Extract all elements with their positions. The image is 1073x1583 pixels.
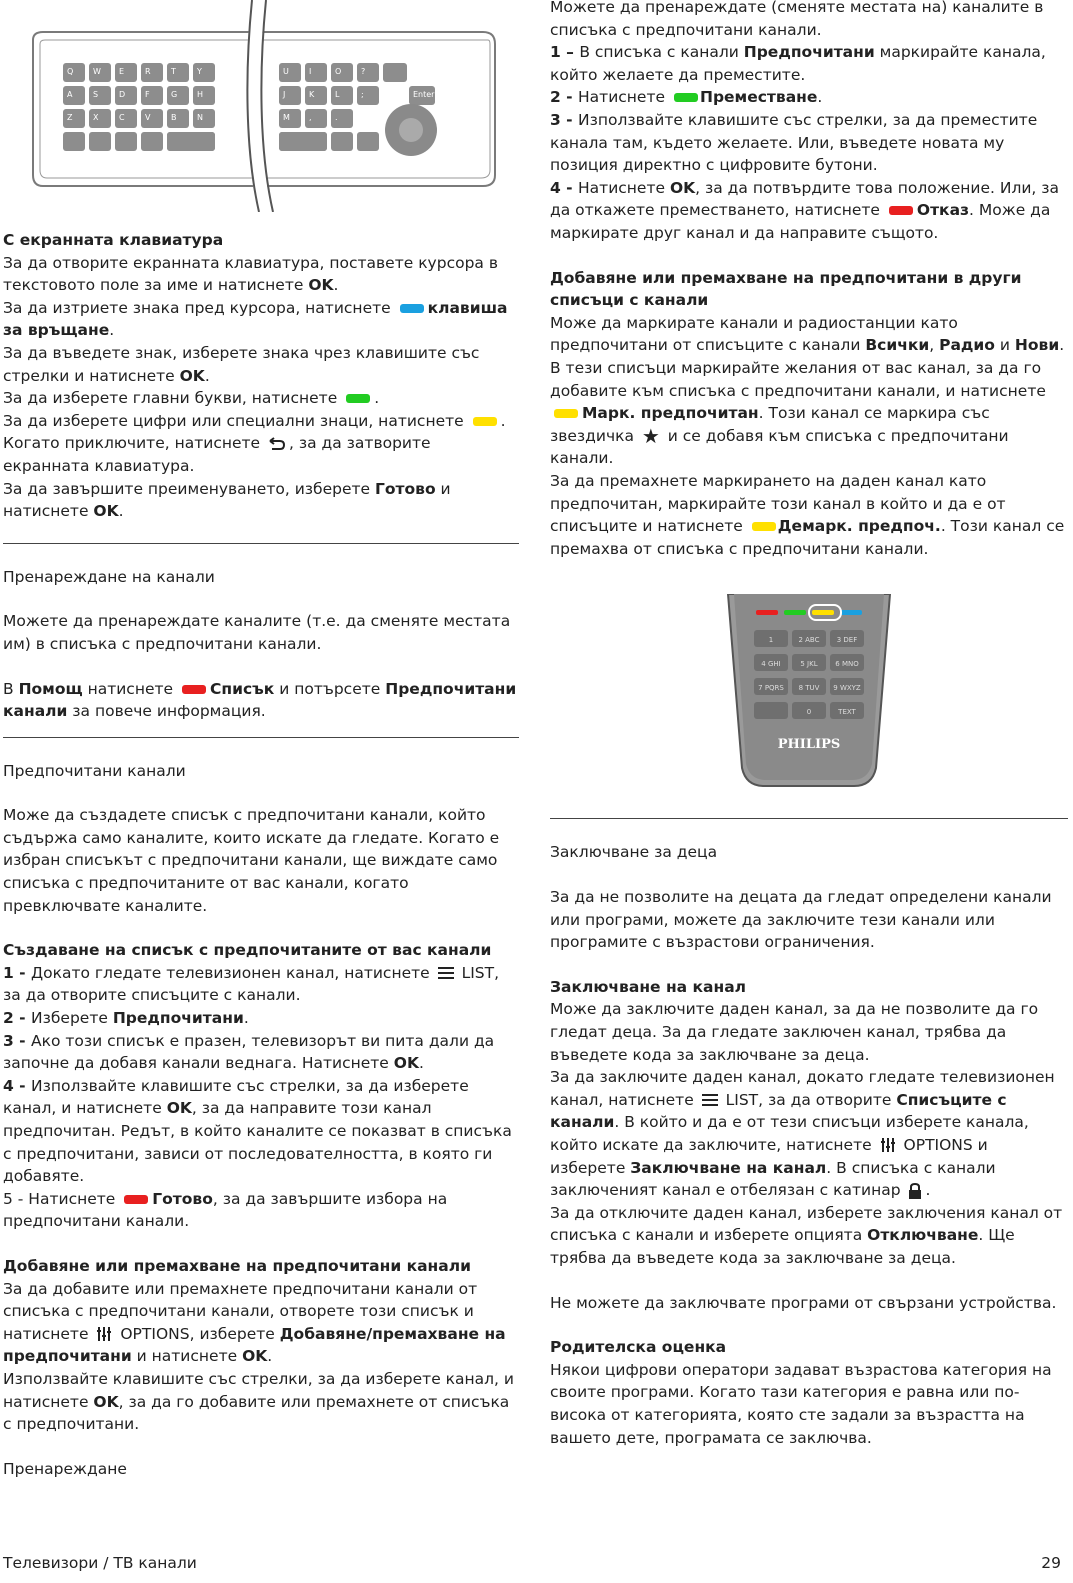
green-key-icon bbox=[674, 93, 698, 102]
keyboard-key bbox=[383, 63, 407, 82]
addrm-p1: За да добавите или премахнете предпочитани канали от списъка с предпочитани канали, отворете този списък и натиснете OPTIONS, изберете Добавяне/премахване на предпочитани и натиснете OK. bbox=[3, 1279, 506, 1366]
keyboard-key-label: Q bbox=[67, 67, 74, 76]
footer-left: Телевизори / ТВ канали bbox=[3, 1554, 197, 1572]
kbd-line-3: За да въведете знак, изберете знака чрез клавишите със стрелки и натиснете OK. bbox=[3, 343, 480, 385]
keyboard-key-label: ? bbox=[361, 67, 366, 76]
keyboard-key-label: . bbox=[335, 113, 338, 122]
keyboard-key-label: Z bbox=[67, 113, 73, 122]
kbd-line-4: За да изберете главни букви, натиснете . bbox=[3, 389, 380, 408]
keyboard-key-label: D bbox=[119, 90, 126, 99]
keyboard-key-label: S bbox=[93, 90, 99, 99]
remote-key-label: 7 PQRS bbox=[758, 684, 784, 693]
fav-p1: Може да създадете списък с предпочитани канали, който съдържа само каналите, които искате да гледате. Когато е избран списъкът с предпочитани канали, ще виждате само списъка с предпочитаните от вас канали, когато превключвате каналите. bbox=[3, 806, 500, 915]
addrm-p2: Използвайте клавишите със стрелки, за да изберете канал, и натиснете OK, за да го добавите или премахнете от списъка с предпочитани. bbox=[3, 1369, 514, 1434]
r-p1: Можете да пренареждате (сменяте местата на) каналите в списъка с предпочитани канали. bbox=[550, 0, 1044, 39]
reorder-p1: Можете да пренареждате каналите (т.е. да сменяте местата им) в списъка с предпочитани канали. bbox=[3, 612, 511, 653]
keyboard-key bbox=[141, 132, 163, 151]
remote-color-key bbox=[812, 610, 834, 615]
lockch-p4: Не можете да заключвате програми от свързани устройства. bbox=[550, 1293, 1057, 1312]
yellow-key-icon bbox=[473, 417, 497, 426]
other-p3: За да премахнете маркирането на даден канал като предпочитан, маркирайте този канал в който и да е от списъците и натиснете Демарк. предпоч.. Този канал се премахва от списъка с предпочитани канали. bbox=[550, 472, 1065, 558]
lock-title: Заключване за деца bbox=[550, 843, 718, 862]
keyboard-key-label: L bbox=[335, 90, 340, 99]
keyboard-key-label: V bbox=[145, 113, 151, 122]
parent-title: Родителска оценка bbox=[550, 1338, 727, 1357]
keyboard-key-label: ; bbox=[361, 90, 364, 99]
keyboard-key bbox=[63, 132, 85, 151]
keyboard-key-label: U bbox=[283, 67, 289, 76]
create-step-5: 5 - Натиснете Готово, за да завършите избора на предпочитани канали. bbox=[3, 1189, 448, 1231]
kbd-line-6: Когато приключите, натиснете , за да затворите екранната клавиатура. bbox=[3, 434, 431, 475]
remote-key-label: 1 bbox=[768, 636, 774, 645]
keyboard-key-label: B bbox=[171, 113, 177, 122]
remote-key-label: 4 GHI bbox=[761, 660, 781, 669]
reorder-p2: В Помощ натиснете Списък и потърсете Предпочитани канали за повече информация. bbox=[3, 679, 517, 721]
remote-key-label: 0 bbox=[806, 708, 812, 717]
yellow-key-icon bbox=[554, 409, 578, 418]
remote-key-label: TEXT bbox=[838, 708, 856, 717]
remote-key-label: 3 DEF bbox=[836, 636, 858, 645]
space-key bbox=[279, 132, 327, 151]
keyboard-key-label: F bbox=[145, 90, 150, 99]
keyboard-key-label: Y bbox=[197, 67, 202, 76]
keyboard-key-label: O bbox=[335, 67, 342, 76]
keyboard-key-label: , bbox=[309, 113, 312, 122]
back-icon bbox=[268, 437, 286, 451]
other-p1: Може да маркирате канали и радиостанции като предпочитани от списъците с канали Всички, Радио и Нови. bbox=[550, 313, 1065, 355]
keyboard-key-label: R bbox=[145, 67, 151, 76]
keyboard-key-label: A bbox=[67, 90, 73, 99]
other-title: Добавяне или премахване на предпочитани в други списъци с канали bbox=[550, 268, 1022, 310]
divider bbox=[3, 737, 519, 738]
keyboard-key bbox=[89, 132, 111, 151]
space-key bbox=[167, 132, 215, 151]
remote-key-label: 8 TUV bbox=[798, 684, 820, 693]
remote-key-label: 6 MNO bbox=[835, 660, 859, 669]
keyboard-key-label: G bbox=[171, 90, 178, 99]
lockch-title: Заключване на канал bbox=[550, 977, 747, 996]
create-step-2: 2 - Изберете Предпочитани. bbox=[3, 1009, 249, 1028]
keyboard-illustration bbox=[3, 0, 519, 212]
keyboard-key-label: J bbox=[283, 90, 286, 99]
remote-key-label: 5 JKL bbox=[800, 660, 818, 669]
r-step-2: 2 - Натиснете Преместване. bbox=[550, 88, 823, 107]
keyboard-key bbox=[357, 132, 379, 151]
keyboard-key-label: E bbox=[119, 67, 125, 76]
create-title: Създаване на списък с предпочитаните от вас канали bbox=[3, 941, 492, 960]
keyboard-key-label: C bbox=[119, 113, 125, 122]
keyboard-key-label: T bbox=[171, 67, 176, 76]
kbd-line-2: За да изтриете знака пред курсора, натиснете клавиша за връщане. bbox=[3, 298, 508, 340]
keyboard-key-label: H bbox=[197, 90, 204, 99]
keyboard-key-label: K bbox=[309, 90, 315, 99]
remote-color-key bbox=[840, 610, 862, 615]
red-key-icon bbox=[124, 1195, 148, 1204]
keyboard-key-label: N bbox=[197, 113, 203, 122]
keyboard-key-label: X bbox=[93, 113, 99, 122]
green-key-icon bbox=[346, 394, 370, 403]
reorder2-title: Пренареждане bbox=[3, 1459, 127, 1478]
keyboard-key-label: I bbox=[309, 67, 312, 76]
right-column bbox=[550, 0, 1068, 1449]
remote-key bbox=[754, 702, 788, 719]
options-icon bbox=[880, 1138, 896, 1152]
page-number: 29 bbox=[1041, 1554, 1061, 1572]
create-step-4: 4 - Използвайте клавишите със стрелки, за да изберете канал, и натиснете OK, за да направите този канал предпочитан. Редът, в който каналите се показват в списъка с предпочитани, зависи от последователността, в която ги добавяте. bbox=[3, 1076, 512, 1186]
kbd-title: С екранната клавиатура bbox=[3, 231, 224, 249]
remote-key-label: 2 ABC bbox=[798, 636, 820, 645]
keyboard-key bbox=[331, 132, 353, 151]
lock-icon bbox=[908, 1183, 922, 1199]
kbd-line-7: За да завършите преименуването, изберете Готово и натиснете OK. bbox=[3, 479, 451, 521]
blue-key-icon bbox=[400, 304, 424, 313]
remote-color-key bbox=[784, 610, 806, 615]
divider bbox=[550, 818, 1068, 819]
lockch-p2: За да заключите даден канал, докато гледате телевизионен канал, натиснете LIST, за да отворите Списъците с канали. В който и да е от тези списъци изберете канала, който искате да заключите, натиснете OPTIONS и изберете Заключване на канал. В списъка с канали заключеният канал е отбелязан с катинар . bbox=[550, 1068, 1055, 1200]
keyboard-key-label: W bbox=[93, 67, 101, 76]
left-column bbox=[3, 0, 519, 1480]
r-step-1: 1 – В списъка с канали Предпочитани маркирайте канала, който желаете да преместите. bbox=[550, 43, 1046, 84]
keyboard-key bbox=[115, 132, 137, 151]
list-icon bbox=[702, 1094, 718, 1106]
other-p2: В тези списъци маркирайте желания от вас канал, за да го добавите към списъка с предпочитани канали, и натиснете Марк. предпочитан. Този канал се маркира със звездичка ★ и се добавя към списъка с предпочитани канали. bbox=[550, 358, 1046, 468]
red-key-icon bbox=[889, 206, 913, 215]
r-step-4: 4 - Натиснете OK, за да потвърдите това положение. Или, за да откажете преместването, натиснете Отказ. Може да маркирате друг канал и да направите същото. bbox=[550, 178, 1060, 242]
keyboard-key-label: M bbox=[283, 113, 290, 122]
lockch-p3: За да отключите даден канал, изберете заключения канал от списъка с канали и изберете опцията Отключване. Ще трябва да въведете кода за заключване за деца. bbox=[550, 1203, 1063, 1267]
remote-brand: PHILIPS bbox=[777, 737, 841, 753]
divider bbox=[3, 543, 519, 544]
list-icon bbox=[438, 967, 454, 979]
create-step-1: 1 - Докато гледате телевизионен канал, натиснете LIST, за да отворите списъците с канали. bbox=[3, 963, 500, 1005]
reorder-title: Пренареждане на канали bbox=[3, 567, 215, 586]
options-icon bbox=[96, 1327, 112, 1341]
remote-color-key bbox=[756, 610, 778, 615]
lockch-p1: Може да заключите даден канал, за да не позволите да го гледат деца. За да гледате заключен канал, трябва да въведете кода за заключване за деца. bbox=[550, 1000, 1039, 1064]
enter-key-label: Enter bbox=[413, 90, 435, 99]
lock-p1: За да не позволите на децата да гледат определени канали или програми, можете да заключите тези канали или програмите с възрастови ограничения. bbox=[550, 888, 1052, 952]
addrm-title: Добавяне или премахване на предпочитани канали bbox=[3, 1256, 471, 1275]
star-icon: ★ bbox=[641, 423, 660, 448]
red-key-icon bbox=[182, 685, 206, 694]
parent-p1: Някои цифрови оператори задават възрастова категория на своите програми. Когато тази категория е равна или по-висока от категорията, която сте задали за възрастта на вашето дете, програмата се заключва. bbox=[550, 1360, 1052, 1447]
r-step-3: 3 - Използвайте клавишите със стрелки, за да преместите канала там, където желаете. Или, въведете новата му позиция директно с цифровите бутони. bbox=[550, 110, 1038, 175]
yellow-key-icon bbox=[752, 522, 776, 531]
kbd-line-1: За да отворите екранната клавиатура, поставете курсора в текстовото поле за име и натиснете OK. bbox=[3, 253, 498, 295]
remote-key-label: 9 WXYZ bbox=[833, 684, 861, 693]
create-step-3: 3 - Ако този списък е празен, телевизорът ви пита дали да започне да добавя канали веднага. Натиснете OK. bbox=[3, 1031, 495, 1073]
kbd-line-5: За да изберете цифри или специални знаци, натиснете . bbox=[3, 411, 506, 430]
remote-illustration bbox=[550, 594, 1068, 804]
fav-title: Предпочитани канали bbox=[3, 761, 186, 780]
